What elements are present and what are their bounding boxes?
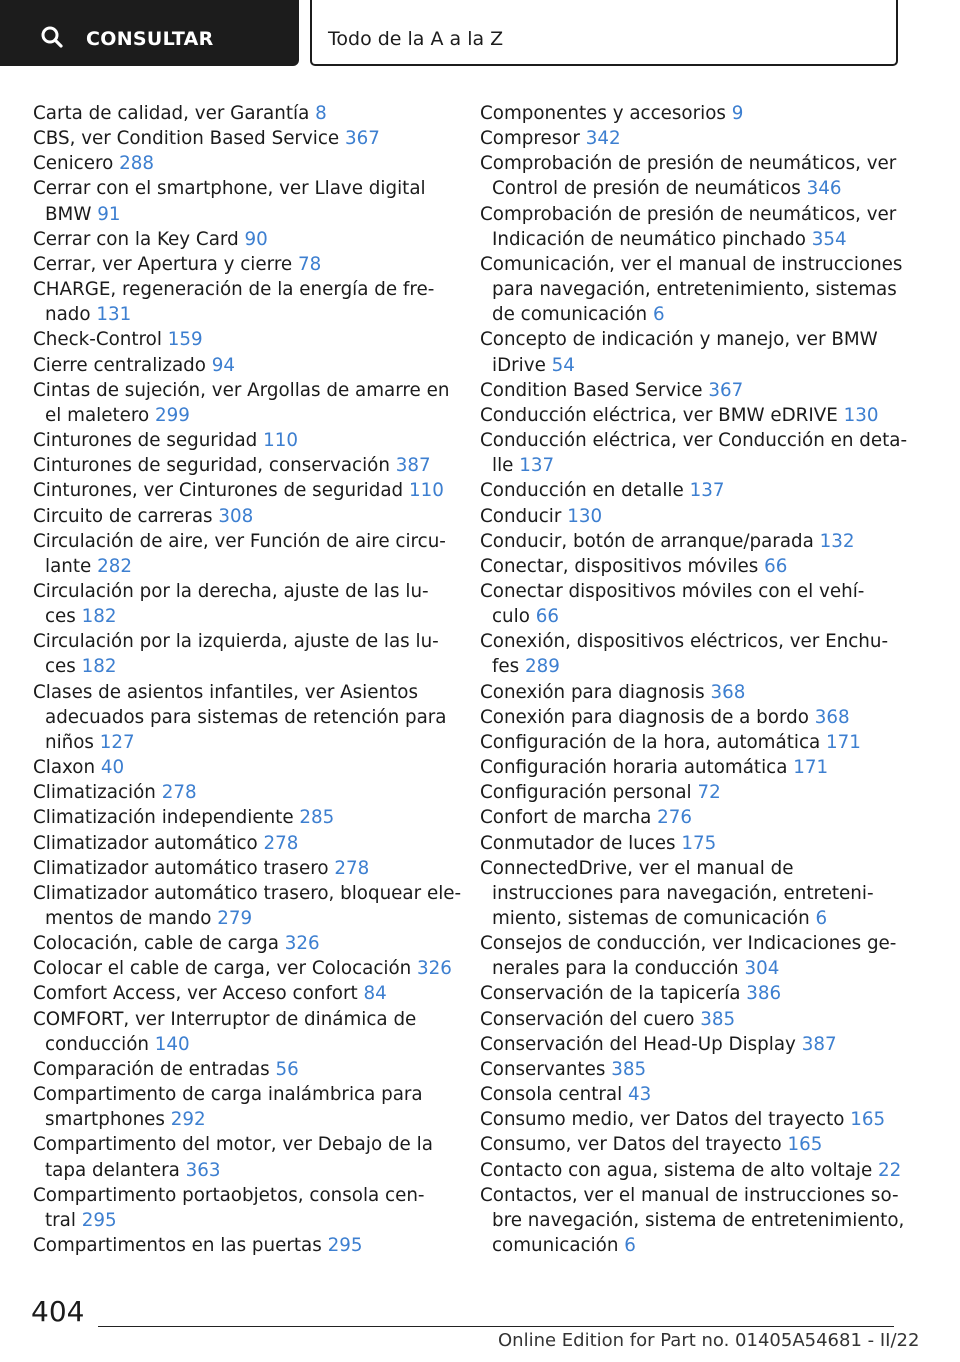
index-column-left [33,101,462,1258]
page-link[interactable]: 132 [819,530,855,552]
page-link[interactable]: 137 [519,455,555,477]
page-link[interactable]: 165 [850,1109,886,1131]
index-entry-text: Cerrar, ver Apertura y cierre [33,253,293,275]
index-entry-text: Cinturones, ver Cinturones de seguridad [33,480,404,502]
index-entry-text: Cintas de sujeción, ver Argollas de amarre en [33,379,450,401]
index-entry-text: Conservación de la tapicería [480,983,741,1005]
index-entry [480,1082,920,1107]
header [0,0,960,66]
index-entry [33,956,453,981]
page-link[interactable]: 363 [185,1159,221,1181]
index-entry-text: Conservación del Head-Up Display [480,1033,796,1055]
page-link[interactable]: 368 [814,706,850,728]
page-link[interactable]: 385 [700,1008,736,1030]
index-entry [480,428,920,478]
search-icon [40,25,64,49]
page-link[interactable]: 8 [315,103,327,124]
index-entry-text: Conducción eléctrica, ver Conducción en deta- [480,430,908,452]
index-entry-text: Indicación de neumático pinchado [492,228,806,250]
tab-a-to-z[interactable] [310,0,898,66]
index-entry [33,1183,453,1233]
index-entry [480,856,920,931]
page-link[interactable]: 72 [697,782,721,804]
index-entry-text: CHARGE, regeneración de la energía de fre- [33,279,435,301]
index-entry [480,680,920,705]
index-entry-text: Conectar dispositivos móviles con el vehí- [480,580,865,602]
index-entry-text: Cerrar con el smartphone, ver Llave digital [33,178,426,200]
page-link[interactable]: 110 [263,430,299,452]
index-entry-text: Configuración personal [480,782,692,804]
index-entry-text: Conducción en detalle [480,480,684,502]
page-link[interactable]: 354 [811,228,847,250]
index-entry-text: adecuados para sistemas de retención para [45,706,447,728]
page-link[interactable]: 278 [263,832,299,854]
index-entry-text: Configuración de la hora, automática [480,731,821,753]
index-entry-text: conducción [45,1033,149,1055]
page-link[interactable]: 140 [154,1033,190,1055]
index-entry-text: Conducir [480,505,562,527]
index-entry-text: Colocar el cable de carga, ver Colocación [33,958,412,980]
index-entry-text: Climatización [33,782,156,804]
index-entry [480,327,920,377]
page-link[interactable]: 279 [217,908,253,929]
index-entry-text: Conexión, dispositivos eléctricos, ver Enchu- [480,631,889,653]
index-entry-text: tral [45,1209,76,1231]
page-link[interactable]: 289 [525,656,560,678]
footer-divider [98,1326,894,1327]
index-entry [33,101,453,126]
index-entry-text: Conducir, botón de arranque/parada [480,530,814,552]
index-entry-text: Colocación, cable de carga [33,933,279,955]
index-entry [480,1007,920,1032]
index-entry-text: Climatización independiente [33,807,294,829]
index-entry [33,529,453,579]
index-entry-text: Circuito de carreras [33,505,213,527]
page-link[interactable]: 387 [801,1033,837,1055]
page-link[interactable]: 295 [327,1235,363,1257]
index-entry [33,981,453,1006]
index-entry-text: Conmutador de luces [480,832,676,854]
page-link[interactable]: 368 [710,681,746,703]
consultar-button[interactable] [0,0,299,66]
index-entry [33,831,453,856]
index-entry [33,1007,453,1057]
index-entry-text: fes [492,656,520,678]
index-entry [33,931,453,956]
index-entry-text: Compartimento portaobjetos, consola cen- [33,1184,425,1206]
index-entry [33,629,453,679]
index-entry [480,831,920,856]
index-entry-text: Consola central [480,1084,623,1106]
index-entry [480,151,920,201]
index-entry-text: Confort de marcha [480,807,652,829]
page-link[interactable]: 66 [535,606,559,628]
index-entry-text: Concepto de indicación y manejo, ver BMW [480,329,878,351]
index-entry-text: Circulación por la izquierda, ajuste de las lu- [33,631,439,653]
index-entry-text: mentos de mando [45,908,212,929]
index-entry-text: el maletero [45,404,150,426]
index-entry-text: Cierre centralizado [33,354,206,376]
index-entry-text: smartphones [45,1109,165,1131]
index-entry-text: Conservantes [480,1058,606,1080]
edition-text: Online Edition for Part no. 01405A54681 - II/22 [498,1330,920,1351]
page-link[interactable]: 43 [628,1084,652,1106]
page-link[interactable]: 367 [344,128,380,150]
index-entry-text: Climatizador automático [33,832,258,854]
index-entry-text: Compartimento de carga inalámbrica para [33,1084,423,1106]
page-link[interactable]: 386 [746,983,782,1005]
index-entry [33,176,453,226]
index-entry-text: Comunicación, ver el manual de instrucciones [480,253,903,275]
index-entry [33,1233,453,1258]
consultar-label: CONSULTAR [86,28,214,50]
index-entry-text: iDrive [492,354,546,376]
index-entry-text: ConnectedDrive, ver el manual de [480,857,794,879]
index-entry-text: CBS, ver Condition Based Service [33,128,340,150]
index-entry [480,931,920,981]
page-link[interactable]: 182 [81,656,117,678]
page-link[interactable]: 130 [843,404,879,426]
index-entry-text: Check-Control [33,329,162,351]
index-entry-text: Cinturones de seguridad, conservación [33,455,390,477]
page-link[interactable]: 110 [408,480,444,502]
index-entry [33,428,453,453]
page-link[interactable]: 171 [793,757,829,779]
index-entry-text: Compartimentos en las puertas [33,1235,322,1257]
index-entry-text: culo [492,606,530,628]
index-entry-text: Circulación de aire, ver Función de aire circu- [33,530,446,552]
index-entry-text: Comfort Access, ver Acceso confort [33,983,358,1005]
index-entry-text: lante [45,555,92,577]
index-entry-text: Compresor [480,128,580,150]
index-entry [480,805,920,830]
page-link[interactable]: 326 [284,933,320,955]
page-link[interactable]: 84 [363,983,387,1005]
page-link[interactable]: 54 [551,354,575,376]
index-entry [480,579,920,629]
index-entry-text: Componentes y accesorios [480,103,726,124]
index-entry [480,1107,920,1132]
page-link[interactable]: 278 [161,782,197,804]
index-entry [480,755,920,780]
index-entry-text: Claxon [33,757,96,779]
index-entry [33,277,453,327]
index-entry-text: Climatizador automático trasero [33,857,329,879]
page-link[interactable]: 22 [878,1159,902,1181]
page-link[interactable]: 282 [97,555,133,577]
page-link[interactable]: 127 [99,731,135,753]
page-link[interactable]: 285 [299,807,335,829]
index-entry [480,529,920,554]
page-link[interactable]: 78 [298,253,322,275]
index-entry [33,478,453,503]
index-entry [480,252,920,327]
page-link[interactable]: 326 [417,958,452,980]
page-link[interactable]: 6 [815,908,828,929]
index-entry [33,579,453,629]
index-entry [33,805,453,830]
index-entry [480,504,920,529]
page-link[interactable]: 387 [395,455,431,477]
page-link[interactable]: 182 [81,606,117,628]
page-link[interactable]: 6 [624,1235,636,1257]
index-entry [480,478,920,503]
index-entry-text: Cerrar con la Key Card [33,228,239,250]
index-entry [480,629,920,679]
index-entry-text: bre navegación, sistema de entretenimiento, [492,1209,905,1231]
index-entry [33,252,453,277]
index-entry-text: Climatizador automático trasero, bloquear ele- [33,882,462,904]
index-entry-text: Consumo medio, ver Datos del trayecto [480,1109,845,1131]
index-entry [33,755,453,780]
index-entry [480,1183,920,1258]
index-entry-text: Conexión para diagnosis de a bordo [480,706,809,728]
index-entry [480,101,920,126]
index-entry [480,1132,920,1157]
index-entry-text: Configuración horaria automática [480,757,788,779]
page-link[interactable]: 137 [689,480,725,502]
page-link[interactable]: 91 [97,203,121,225]
index-entry [33,327,453,352]
index-entry-text: BMW [45,203,92,225]
index-entry-text: niños [45,731,94,753]
index-entry [480,554,920,579]
index-entry-text: para navegación, entretenimiento, sistemas [492,279,897,301]
index-entry-text: Consejos de conducción, ver Indicaciones ge- [480,933,897,955]
index-entry [33,227,453,252]
index-entry [33,881,462,931]
index-entry [33,780,453,805]
index-entry [480,1057,920,1082]
index-entry-text: nerales para la conducción [492,958,739,980]
page-link[interactable]: 308 [218,505,254,527]
index-entry [33,453,453,478]
page-link[interactable]: 9 [731,103,744,124]
index-entry [33,504,453,529]
index-entry-text: Carta de calidad, ver Garantía [33,103,310,124]
index-entry-text: ces [45,656,76,678]
page-link[interactable]: 159 [167,329,203,351]
index-entry-text: Cenicero [33,153,114,175]
page-link[interactable]: 304 [744,958,780,980]
index-entry [33,856,453,881]
page-link[interactable]: 171 [826,731,861,753]
page-link[interactable]: 90 [244,228,268,250]
page-link[interactable]: 299 [155,404,190,426]
page-link[interactable]: 295 [81,1209,117,1231]
index-entry-text: tapa delantera [45,1159,180,1181]
page-link[interactable]: 40 [100,757,125,779]
index-entry [480,705,920,730]
index-entry [480,1032,920,1057]
index-entry-text: lle [492,455,514,477]
index-entry-text: Conexión para diagnosis [480,681,705,703]
index-entry-text: Conservación del cuero [480,1008,695,1030]
page-link[interactable]: 288 [119,153,154,175]
page-link[interactable]: 385 [611,1058,647,1080]
page-link[interactable]: 6 [652,304,665,326]
page-link[interactable]: 56 [275,1058,299,1080]
page-link[interactable]: 175 [681,832,717,854]
index-entry-text: Circulación por la derecha, ajuste de las lu- [33,580,429,602]
index-entry-text: Conectar, dispositivos móviles [480,555,759,577]
index-entry [480,378,920,403]
page-link[interactable]: 165 [787,1134,823,1156]
index-entry [33,353,453,378]
index-entry-text: Consumo, ver Datos del trayecto [480,1134,782,1156]
index-entry [33,1082,453,1132]
index-entry-text: ces [45,606,76,628]
index-entry [33,1057,453,1082]
index-entry-text: instrucciones para navegación, entreteni- [492,882,874,904]
index-entry-text: miento, sistemas de comunicación [492,908,810,929]
tab-a-to-z-label: Todo de la A a la Z [328,28,504,50]
index-entry [33,378,453,428]
index-entry-text: Conducción eléctrica, ver BMW eDRIVE [480,404,838,426]
page-link[interactable]: 278 [334,857,370,879]
page-link[interactable]: 94 [211,354,236,376]
index-entry-text: Compartimento del motor, ver Debajo de la [33,1134,433,1156]
index-entry-text: Control de presión de neumáticos [492,178,801,200]
page-link[interactable]: 276 [657,807,692,829]
index-entry-text: comunicación [492,1235,619,1257]
page-link[interactable]: 346 [806,178,842,200]
index-entry [480,1158,920,1183]
index-column-right [480,101,920,1258]
page-number: 404 [31,1295,85,1328]
index-entry [480,202,920,252]
page-link[interactable]: 130 [567,505,603,527]
index-entry [33,1132,453,1182]
page-link[interactable]: 292 [170,1109,206,1131]
index-entry [480,730,920,755]
index-entry [480,981,920,1006]
index-entry-text: nado [45,304,91,326]
page-link[interactable]: 342 [585,128,621,150]
page-link[interactable]: 131 [96,304,132,326]
index-entry [480,403,920,428]
index-entry [480,780,920,805]
page-link[interactable]: 66 [764,555,788,577]
index-entry-text: Contactos, ver el manual de instrucciones so- [480,1184,899,1206]
index-entry-text: Clases de asientos infantiles, ver Asientos [33,681,418,703]
index-entry [480,126,920,151]
index-entry-text: COMFORT, ver Interruptor de dinámica de [33,1008,417,1030]
index-entry-text: Contacto con agua, sistema de alto voltaje [480,1159,873,1181]
page-link[interactable]: 367 [708,379,744,401]
index-entry [33,126,453,151]
index-entry-text: Comprobación de presión de neumáticos, ver [480,203,897,225]
index-entry-text: Condition Based Service [480,379,703,401]
index-entry-text: Comprobación de presión de neumáticos, ver [480,153,897,175]
index-entry [33,151,453,176]
index-entry-text: Comparación de entradas [33,1058,270,1080]
index-entry [33,680,453,755]
index-entry-text: de comunicación [492,304,648,326]
index-entry-text: Cinturones de seguridad [33,430,258,452]
